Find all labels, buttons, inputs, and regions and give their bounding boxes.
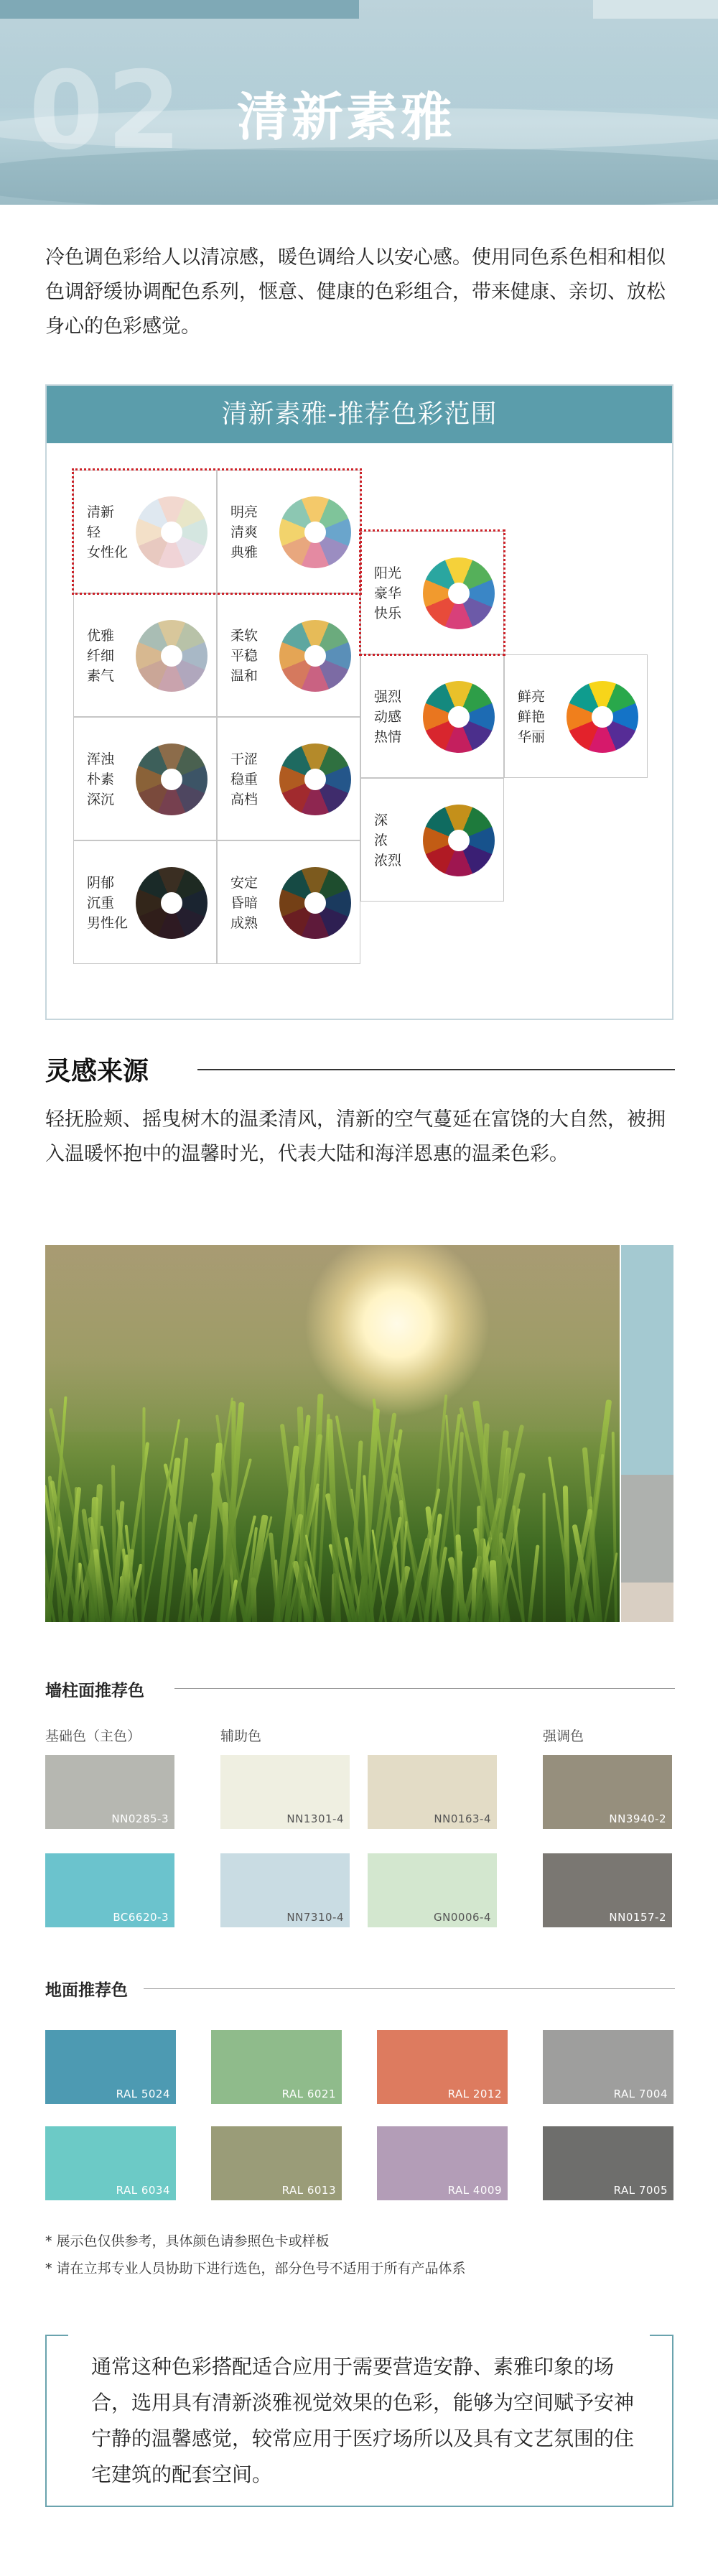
grass-blade	[528, 1545, 539, 1622]
floor-color-swatch	[377, 2030, 508, 2104]
swatch-code: NN0163-4	[434, 1812, 491, 1825]
color-wheel-icon	[136, 743, 208, 815]
cell-label: 阳光 豪华 快乐	[374, 565, 402, 621]
swatch-code: RAL 4009	[447, 2184, 502, 2197]
wall-color-swatch	[368, 1755, 497, 1829]
swatch-code: RAL 6034	[116, 2184, 170, 2197]
wall-section-title: 墙柱面推荐色	[45, 1682, 144, 1700]
color-range-cell	[504, 654, 648, 778]
cell-label: 深 浓 浓烈	[374, 812, 402, 868]
wall-section-rule	[174, 1688, 675, 1689]
wall-color-swatch	[220, 1755, 350, 1829]
swatch-code: NN3940-2	[609, 1812, 666, 1825]
floor-color-swatch	[543, 2030, 673, 2104]
section-number: 02	[29, 49, 185, 174]
floor-color-swatch	[543, 2126, 673, 2200]
floor-color-swatch	[377, 2126, 508, 2200]
cell-label: 柔软 平稳 温和	[230, 628, 258, 684]
swatch-code: NN1301-4	[286, 1812, 344, 1825]
grass-blade	[548, 1457, 575, 1622]
swatch-code: RAL 6013	[281, 2184, 336, 2197]
intro-paragraph: 冷色调色彩给人以清凉感，暖色调给人以安心感。使用同色系色相和相似色调舒缓协调配色系列，惬意、健康的色彩组合，带来健康、亲切、放松身心的色彩感觉。	[45, 246, 666, 338]
wall-color-swatch	[45, 1853, 174, 1927]
color-wheel-icon	[279, 620, 351, 692]
color-range-cell	[217, 593, 360, 717]
category-accent: 强调色	[543, 1728, 584, 1744]
color-range-cell	[73, 593, 217, 717]
color-range-panel	[45, 384, 673, 1020]
floor-color-swatch	[211, 2126, 342, 2200]
floor-section-rule	[144, 1988, 675, 1989]
highlight-outline	[359, 529, 505, 656]
accent-bar-left	[0, 0, 359, 19]
palette-strip-3	[621, 1583, 673, 1622]
inspiration-heading: 灵感来源	[45, 1057, 149, 1086]
color-wheel-icon	[567, 681, 638, 753]
wall-color-swatch	[543, 1755, 672, 1829]
category-base: 基础色（主色）	[45, 1728, 141, 1744]
cell-label: 清新 轻 女性化	[87, 504, 129, 560]
wall-color-swatch	[368, 1853, 497, 1927]
color-range-cell	[73, 840, 217, 964]
color-wheel-icon	[136, 867, 208, 939]
grass-blade	[542, 1493, 545, 1622]
section-title: 清新素雅	[237, 87, 456, 147]
accent-bar-right	[593, 0, 718, 19]
palette-strip-1	[621, 1245, 673, 1475]
swatch-code: RAL 7004	[613, 2088, 668, 2100]
cell-label: 鲜亮 鲜艳 华丽	[518, 689, 546, 745]
color-wheel-icon	[279, 867, 351, 939]
cell-label: 阴郁 沉重 男性化	[87, 875, 129, 931]
highlight-outline	[72, 468, 362, 595]
cell-label: 干涩 稳重 高档	[230, 751, 258, 807]
cell-label: 优雅 纤细 素气	[87, 628, 115, 684]
summary-box	[45, 2335, 673, 2507]
color-range-cell	[217, 717, 360, 840]
floor-color-swatch	[211, 2030, 342, 2104]
color-range-cell	[217, 840, 360, 964]
cell-label: 强烈 动感 热情	[374, 689, 402, 745]
swatch-code: BC6620-3	[113, 1911, 169, 1924]
heading-rule	[197, 1069, 675, 1070]
swatch-code: NN0157-2	[609, 1911, 666, 1924]
color-wheel-icon	[136, 620, 208, 692]
floor-color-swatch	[45, 2030, 176, 2104]
panel-title: 清新素雅-推荐色彩范围	[47, 386, 672, 443]
grass-blade	[141, 1407, 146, 1622]
category-auxiliary: 辅助色	[220, 1728, 262, 1744]
color-wheel-icon	[423, 805, 495, 876]
palette-strip-2	[621, 1475, 673, 1583]
summary-text: 通常这种色彩搭配适合应用于需要营造安静、素雅印象的场合，选用具有清新淡雅视觉效果的色彩，能够为空间赋予安神宁静的温馨感觉，较常应用于医疗场所以及具有文艺氛围的住宅建筑的配套空间。	[91, 2349, 644, 2493]
wall-color-swatch	[543, 1853, 672, 1927]
cell-label: 浑浊 朴素 深沉	[87, 751, 115, 807]
wall-color-swatch	[220, 1853, 350, 1927]
note-2: * 请在立邦专业人员协助下进行选色，部分色号不适用于所有产品体系	[45, 2261, 466, 2276]
floor-section-title: 地面推荐色	[45, 1981, 128, 2000]
swatch-code: GN0006-4	[434, 1911, 491, 1924]
grass-blade	[612, 1432, 617, 1622]
swatch-code: RAL 2012	[447, 2088, 502, 2100]
wall-color-swatch	[45, 1755, 174, 1829]
cell-label: 安定 昏暗 成熟	[230, 875, 258, 931]
swatch-code: RAL 5024	[116, 2088, 170, 2100]
grass-sunlight-photo	[45, 1245, 620, 1622]
swatch-code: NN0285-3	[111, 1812, 169, 1825]
swatch-code: NN7310-4	[286, 1911, 344, 1924]
swatch-code: RAL 6021	[281, 2088, 336, 2100]
color-wheel-icon	[279, 743, 351, 815]
note-1: * 展示色仅供参考，具体颜色请参照色卡或样板	[45, 2233, 330, 2249]
inspiration-text: 轻抚脸颊、摇曳树木的温柔清风，清新的空气蔓延在富饶的大自然，被拥入温暖怀抱中的温馨时光，代表大陆和海洋恩惠的温柔色彩。	[45, 1108, 666, 1165]
color-range-cell	[360, 654, 504, 778]
hero-banner	[0, 0, 718, 205]
cell-label: 明亮 清爽 典雅	[230, 504, 258, 560]
floor-color-swatch	[45, 2126, 176, 2200]
color-wheel-icon	[423, 681, 495, 753]
grass-blade	[327, 1419, 341, 1622]
swatch-code: RAL 7005	[613, 2184, 668, 2197]
color-range-cell	[73, 717, 217, 840]
color-range-cell	[360, 778, 504, 902]
